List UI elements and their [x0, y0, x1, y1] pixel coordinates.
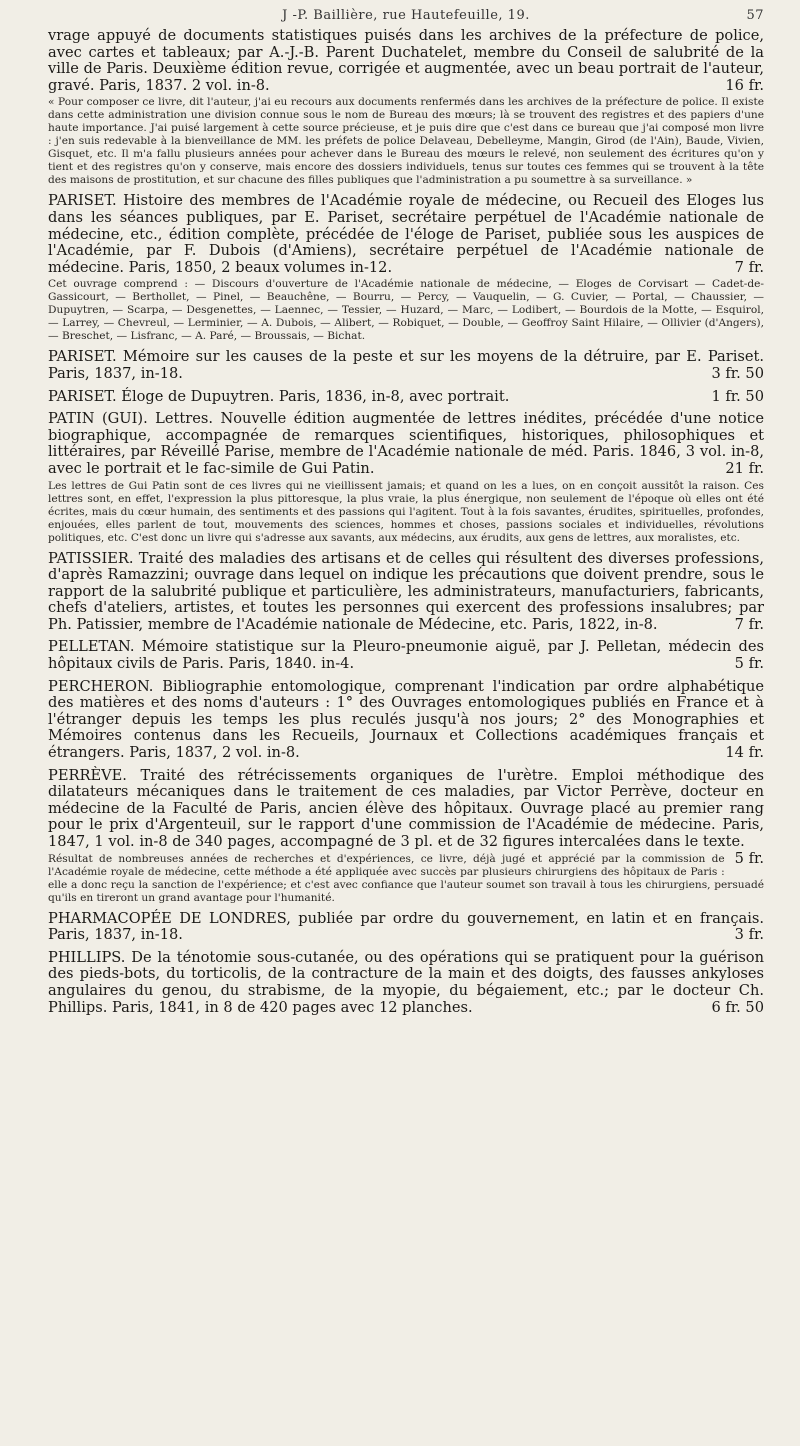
catalog-entry — [48, 411, 764, 544]
entry-note: Les lettres de Gui Patin sont de ces livres qui ne vieillissent jamais; et quand on les a lues, on en conçoit aussitôt la raison. Ces lettres sont, en effet, l'expression la plus pittoresque, la plus vraie, la plus énergique, non seulement de l'époque où elles ont été écrites, mais du cœur humain, des sentiments et des passions qui l'agitent. Tout à la fois savantes, érudites, spirituelles, profondes, enjouées, elles parlent de tout, mouvements des sciences, hommes et choses, passions sociales et individuelles, révolutions politiques, etc. C'est donc un livre qui s'adresse aux savants, aux médecins, aux érudits, aux gens de lettres, aux moralistes, etc. — [48, 479, 764, 544]
catalog-entry — [48, 639, 764, 672]
entry-price: 3 fr. 50 — [711, 364, 764, 382]
entry-price: 16 fr. — [725, 76, 764, 94]
catalog-entry — [48, 768, 764, 905]
entry-text — [48, 679, 764, 762]
entry-text — [48, 911, 764, 944]
entry-note: Résultat de nombreuses années de recherches et d'expériences, ce livre, déjà jugé et apprécié par la commission de l'Académie royale de médecine, cette méthode a été appliquée avec succès par plusieurs chirurgiens des hôpitaux de Paris : elle a donc reçu la sanction de l'expérience; et c'est avec confiance que l'auteur soumet son travail à tous les chirurgiens, persuadé qu'ils en tireront un grand avantage pour l'humanité. — [48, 852, 764, 904]
entry-price: 5 fr. — [734, 655, 764, 673]
catalog-entry — [48, 28, 764, 187]
catalog-entry — [48, 950, 764, 1016]
catalog-entry — [48, 679, 764, 762]
entry-description: PARISET. Éloge de Dupuytren. Paris, 1836, in-8, avec portrait. — [48, 387, 510, 405]
running-head-text: J -P. Baillière, rue Hautefeuille, 19. — [282, 8, 530, 23]
entry-price: 1 fr. 50 — [711, 387, 764, 405]
entry-description: PHARMACOPÉE DE LONDRES, publiée par ordre du gouvernement, en latin et en français. Paris, 1837, in-18. — [48, 909, 764, 944]
entry-text — [48, 389, 764, 406]
entry-description: PARISET. Mémoire sur les causes de la peste et sur les moyens de la détruire, par E. Pariset. Paris, 1837, in-18. — [48, 348, 764, 382]
entry-price: 3 fr. — [734, 926, 764, 944]
entry-price: 21 fr. — [725, 459, 764, 477]
entry-price: 6 fr. 50 — [711, 998, 764, 1016]
entry-note: « Pour composer ce livre, dit l'auteur, j'ai eu recours aux documents renfermés dans les archives de la préfecture de police. Il existe dans cette administration une division connue sous le nom de Bureau des mœurs; là se trouvent des registres et des papiers d'une haute importance. J'ai puisé largement à cette source précieuse, et je puis dire que c'est dans ce bureau que j'ai composé mon livre : j'en suis redevable à la bienveillance de MM. les préfets de police Delaveau, Debelleyme, Mangin, Girod (de l'Ain), Baude, Vivien, Gisquet, etc. Il m'a fallu plusieurs années pour achever dans le Bureau des mœurs le relevé, non seulement des écritures qu'on y tient et des registres qu'on y conserve, mais encore des dossiers individuels, tenus sur toutes ces femmes qui se trouvent à la tête des maisons de prostitution, et sur chacune des filles publiques que l'administration a pu soumettre à sa surveillance. » — [48, 96, 764, 187]
entry-description: PERCHERON. Bibliographie entomologique, comprenant l'indication par ordre alphabétique des matières et des noms d'auteurs : 1° des Ouvrages entomologiques publiés en France et à l'étranger depuis les temps les plus reculés jusqu'à nos jours; 2° des Monographies et Mémoires contenus dans les Recueils, Journaux et Collections académiques français et étrangers. Paris, 1837, 2 vol. in-8. — [48, 677, 764, 762]
entry-price: 14 fr. — [725, 744, 764, 762]
entry-price: 7 fr. — [734, 258, 764, 276]
entry-text — [48, 639, 764, 672]
entry-text — [48, 551, 764, 634]
entry-description: vrage appuyé de documents statistiques puisés dans les archives de la préfecture de police, avec cartes et tableaux; par A.-J.-B. Parent Duchatelet, membre du Conseil de salubrité de la ville de Paris. Deuxième édition revue, corrigée et augmentée, avec un beau portrait de l'auteur, gravé. Paris, 1837. 2 vol. in-8. — [48, 27, 764, 94]
entry-text — [48, 411, 764, 477]
entry-text — [48, 950, 764, 1016]
entry-text — [48, 349, 764, 382]
catalog-entry — [48, 389, 764, 406]
running-head — [48, 8, 764, 26]
catalog-entries — [48, 28, 764, 1016]
entry-description: PELLETAN. Mémoire statistique sur la Pleuro-pneumonie aiguë, par J. Pelletan, médecin des hôpitaux civils de Paris. Paris, 1840. in-4. — [48, 638, 764, 673]
entry-text — [48, 193, 764, 276]
entry-text — [48, 28, 764, 94]
catalog-entry — [48, 193, 764, 343]
entry-description: PATISSIER. Traité des maladies des artisans et de celles qui résultent des diverses professions, d'après Ramazzini; ouvrage dans lequel on indique les précautions que doivent prendre, sous le rapport de la salubrité publique et particulière, les administrateurs, manufacturiers, fabricants, chefs d'ateliers, artistes, et toutes les personnes qui exercent des professions insalubres; par Ph. Patissier, membre de l'Académie nationale de Médecine, etc. Paris, 1822, in-8. — [48, 549, 764, 633]
entry-description: PATIN (GUI). Lettres. Nouvelle édition augmentée de lettres inédites, précédée d'une notice biographique, accompagnée de remarques scientifiques, historiques, philosophiques et littéraires, par Réveillé Parise, membre de l'Académie nationale de méd. Paris. 1846, 3 vol. in-8, avec le portrait et le fac-simile de Gui Patin. — [48, 410, 764, 477]
entry-note: Cet ouvrage comprend : — Discours d'ouverture de l'Académie nationale de médecine, — Eloges de Corvisart — Cadet-de-Gassicourt, — Berthollet, — Pinel, — Beauchêne, — Bourru, — Percy, — Vauquelin, — G. Cuvier, — Portal, — Chaussier, — Dupuytren, — Scarpa, — Desgenettes, — Laennec, — Tessier, — Huzard, — Marc, — Lodibert, — Bourdois de la Motte, — Esquirol, — Larrey, — Chevreul, — Lerminier, — A. Dubois, — Alibert, — Robiquet, — Double, — Geoffroy Saint Hilaire, — Ollivier (d'Angers), — Breschet, — Lisfranc, — A. Paré, — Broussais, — Bichat. — [48, 278, 764, 343]
catalog-entry — [48, 349, 764, 382]
entry-price: 5 fr. — [734, 849, 764, 867]
entry-price: 7 fr. — [734, 615, 764, 633]
catalog-entry — [48, 551, 764, 634]
entry-description: PHILLIPS. De la ténotomie sous-cutanée, ou des opérations qui se pratiquent pour la guérison des pieds-bots, du torticolis, de la contracture de la main et des doigts, des fausses ankyloses angulaires du genou, du strabisme, de la myopie, du bégaiement, etc.; par le docteur Ch. Phillips. Paris, 1841, in 8 de 420 pages avec 12 planches. — [48, 948, 764, 1016]
catalog-entry — [48, 911, 764, 944]
entry-description: PARISET. Histoire des membres de l'Académie royale de médecine, ou Recueil des Eloges lus dans les séances publiques, par E. Pariset, secrétaire perpétuel de l'Académie nationale de médecine, etc., édition complète, précédée de l'éloge de Pariset, publiée sous les auspices de l'Académie, par F. Dubois (d'Amiens), secrétaire perpétuel de l'Académie nationale de médecine. Paris, 1850, 2 beaux volumes in-12. — [48, 192, 764, 276]
entry-description: PERRÈVE. Traité des rétrécissements organiques de l'urètre. Emploi méthodique des dilatateurs mécaniques dans le traitement de ces maladies, par Victor Perrève, docteur en médecine de la Faculté de Paris, ancien élève des hôpitaux. Ouvrage placé au premier rang pour le prix d'Argenteuil, sur le rapport d'une commission de l'Académie de médecine. Paris, 1847, 1 vol. in-8 de 340 pages, accompagné de 3 pl. et de 32 figures intercalées dans le texte. — [48, 766, 764, 850]
entry-text — [48, 766, 764, 867]
page-number: 57 — [746, 8, 764, 23]
